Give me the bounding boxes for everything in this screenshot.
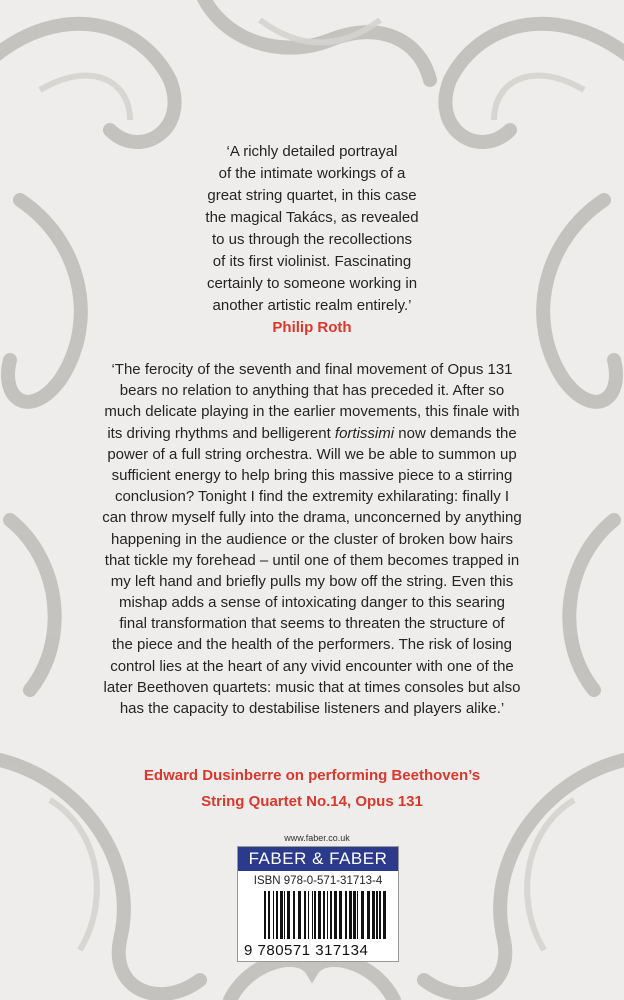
quote-line: my left hand and briefly pulls my bow off the string. Even this <box>110 572 514 590</box>
barcode-bar <box>293 891 295 939</box>
barcode-bar <box>334 891 337 939</box>
quote-line: can throw myself fully into the drama, unconcerned by anything <box>102 509 522 527</box>
quote-line: mishap adds a sense of intoxicating danger to this searing <box>118 594 506 612</box>
barcode-bar <box>330 891 332 939</box>
quote-line: control lies at the heart of any vivid encounter with one of the <box>110 657 514 675</box>
attribution-line: Edward Dusinberre on performing Beethoven’s <box>143 767 481 784</box>
quote-line: happening in the audience or the cluster of broken bow hairs <box>111 530 513 548</box>
excerpt-quote <box>0 359 624 719</box>
quote-line: ‘The ferocity of the seventh and final movement of Opus 131 <box>111 361 513 378</box>
quote-line: that tickle my forehead – until one of them becomes trapped in <box>104 551 520 569</box>
quote-line: final transformation that seems to threaten the structure of <box>119 615 505 633</box>
barcode-bar <box>314 891 316 939</box>
quote-line: the magical Takács, as revealed <box>205 209 419 226</box>
barcode-bar <box>280 891 283 939</box>
barcode-bar <box>298 891 301 939</box>
barcode-bar <box>268 891 270 939</box>
barcode-box <box>237 846 399 962</box>
quote-line: the piece and the health of the performers. The risk of losing <box>112 636 512 654</box>
barcode-bar <box>349 891 352 939</box>
barcode-bar <box>383 891 386 939</box>
barcode <box>264 891 388 939</box>
publisher-logo: FABER & FABER <box>238 847 398 871</box>
barcode-bar <box>304 891 306 939</box>
quote-line: of its first violinist. Fascinating <box>212 253 412 270</box>
barcode-bar <box>312 891 313 939</box>
quote-line: has the capacity to destabilise listeners and players alike.’ <box>119 700 505 717</box>
quote-line: of the intimate workings of a <box>218 165 406 182</box>
barcode-bar <box>379 891 381 939</box>
barcode-bar <box>308 891 309 939</box>
quote-line: great string quartet, in this case <box>207 187 417 204</box>
barcode-bar <box>264 891 266 939</box>
barcode-bar <box>367 891 370 939</box>
quote-line: to us through the recollections <box>211 231 413 248</box>
isbn-text: ISBN 978-0-571-31713-4 <box>253 875 383 887</box>
barcode-bar <box>318 891 321 939</box>
quote-line: ‘A richly detailed portrayal <box>226 143 398 160</box>
quote-line: certainly to someone working in <box>206 275 418 292</box>
barcode-bar <box>273 891 274 939</box>
quote-line: power of a full string orchestra. Will we be able to summon up <box>107 445 517 463</box>
barcode-bar <box>284 891 285 939</box>
quote-line: sufficient energy to help bring this massive piece to a stirring <box>111 466 513 484</box>
barcode-bar <box>361 891 364 939</box>
barcode-bar <box>276 891 278 939</box>
quote-line: bears no relation to anything that has preceded it. After so <box>119 382 505 400</box>
barcode-bar <box>376 891 378 939</box>
barcode-bar <box>339 891 342 939</box>
barcode-bar <box>357 891 358 939</box>
excerpt-attribution <box>0 763 624 815</box>
barcode-bar <box>287 891 290 939</box>
barcode-bar <box>345 891 347 939</box>
quote-line: later Beethoven quartets: music that at times consoles but also <box>103 678 521 696</box>
barcode-bar <box>353 891 356 939</box>
quote-author: Philip Roth <box>272 319 352 336</box>
publisher-url: www.faber.co.uk <box>284 833 350 843</box>
quote-line: conclusion? Tonight I find the extremity exhilarating: finally I <box>114 488 510 506</box>
quote-line: much delicate playing in the earlier movements, this finale with <box>104 403 520 421</box>
quote-philip-roth <box>0 141 624 339</box>
barcode-bar <box>327 891 328 939</box>
barcode-number: 9 780571 317134 <box>244 942 369 959</box>
attribution-line: String Quartet No.14, Opus 131 <box>201 793 423 810</box>
barcode-bar <box>372 891 375 939</box>
barcode-bar <box>323 891 325 939</box>
quote-line: its driving rhythms and belligerent fortissimi now demands the <box>107 424 517 442</box>
quote-line: another artistic realm entirely.’ <box>212 297 412 314</box>
